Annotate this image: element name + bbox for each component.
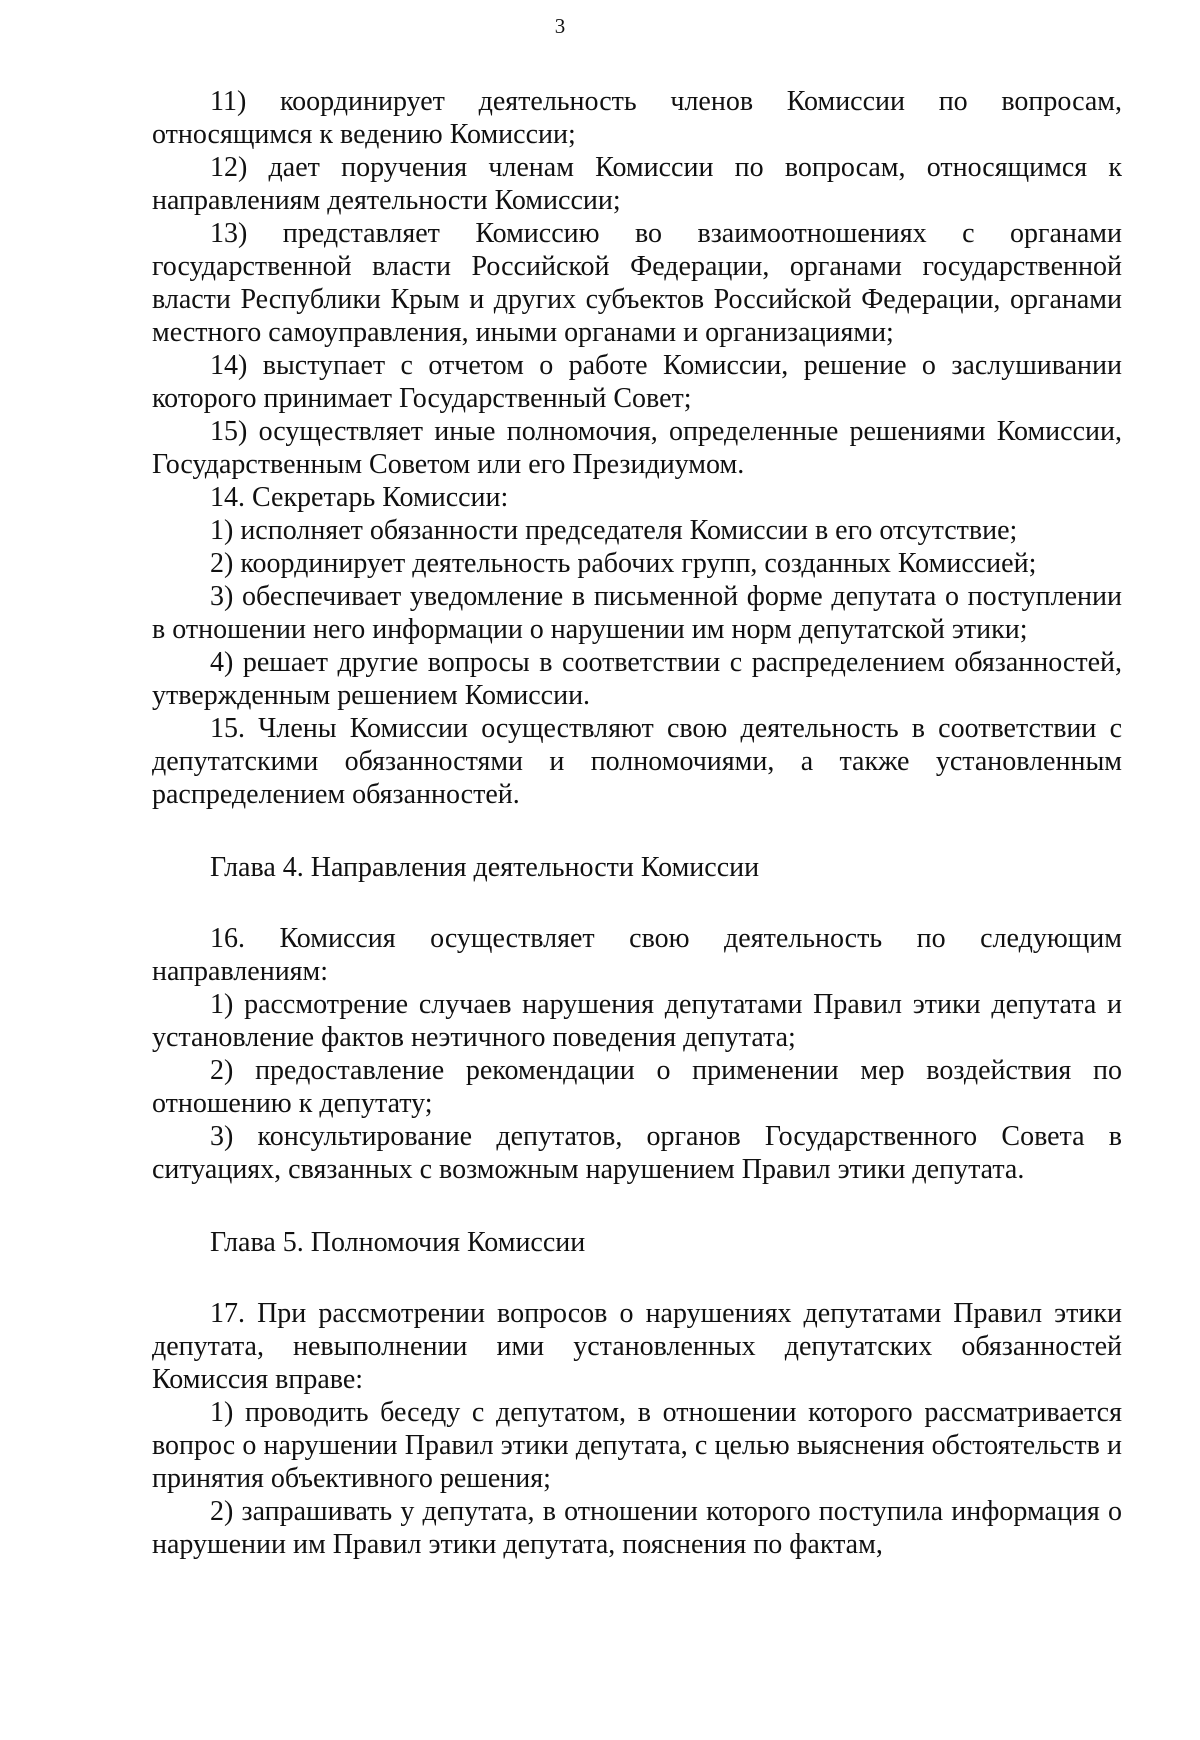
clause-16-directions: 16. Комиссия осуществляет свою деятельность по следующим направлениям: (152, 923, 1122, 987)
secretary-item-2: 2) координирует деятельность рабочих групп, созданных Комиссией; (210, 548, 1037, 579)
secretary-item-1: 1) исполняет обязанности председателя Комиссии в его отсутствие; (210, 515, 1018, 546)
document-body (152, 85, 1122, 1561)
paragraph-14-reports: 14) выступает с отчетом о работе Комиссии, решение о заслушивании которого принимает Государственный Совет; (152, 350, 1122, 414)
direction-item-3: 3) консультирование депутатов, органов Государственного Совета в ситуациях, связанных с возможным нарушением Правил этики депутата. (152, 1121, 1122, 1185)
secretary-item-3: 3) обеспечивает уведомление в письменной форме депутата о поступлении в отношении него информации о нарушении им норм депутатской этики; (152, 581, 1122, 645)
clause-15-members: 15. Члены Комиссии осуществляют свою деятельность в соответствии с депутатскими обязанностями и полномочиями, а также установленным распределением обязанностей. (152, 713, 1122, 810)
power-item-2: 2) запрашивать у депутата, в отношении которого поступила информация о нарушении им Правил этики депутата, пояснения по фактам, (152, 1496, 1122, 1560)
power-item-1: 1) проводить беседу с депутатом, в отношении которого рассматривается вопрос о нарушении Правил этики депутата, с целью выяснения обстоятельств и принятия объективного решения; (152, 1397, 1122, 1494)
chapter-4-heading: Глава 4. Направления деятельности Комиссии (210, 852, 760, 883)
paragraph-15-other-powers: 15) осуществляет иные полномочия, определенные решениями Комиссии, Государственным Советом или его Президиумом. (152, 416, 1122, 480)
page-number: 3 (554, 14, 566, 38)
paragraph-13-represents: 13) представляет Комиссию во взаимоотношениях с органами государственной власти Российской Федерации, органами государственной власти Республики Крым и других субъектов Российской Федерации, органами местного самоуправления, иными органами и организациями; (152, 218, 1122, 348)
paragraph-11-coordinates: 11) координирует деятельность членов Комиссии по вопросам, относящимся к ведению Комиссии; (152, 86, 1122, 150)
direction-item-1: 1) рассмотрение случаев нарушения депутатами Правил этики депутата и установление фактов неэтичного поведения депутата; (152, 989, 1122, 1053)
direction-item-2: 2) предоставление рекомендации о применении мер воздействия по отношению к депутату; (152, 1055, 1122, 1119)
chapter-5-heading: Глава 5. Полномочия Комиссии (210, 1227, 586, 1258)
clause-17-powers: 17. При рассмотрении вопросов о нарушениях депутатами Правил этики депутата, невыполнении ими установленных депутатских обязанностей Комиссия вправе: (152, 1298, 1122, 1395)
secretary-item-4: 4) решает другие вопросы в соответствии с распределением обязанностей, утвержденным решением Комиссии. (152, 647, 1122, 711)
clause-14-secretary: 14. Секретарь Комиссии: (210, 482, 509, 513)
paragraph-12-assigns: 12) дает поручения членам Комиссии по вопросам, относящимся к направлениям деятельности Комиссии; (152, 152, 1122, 216)
